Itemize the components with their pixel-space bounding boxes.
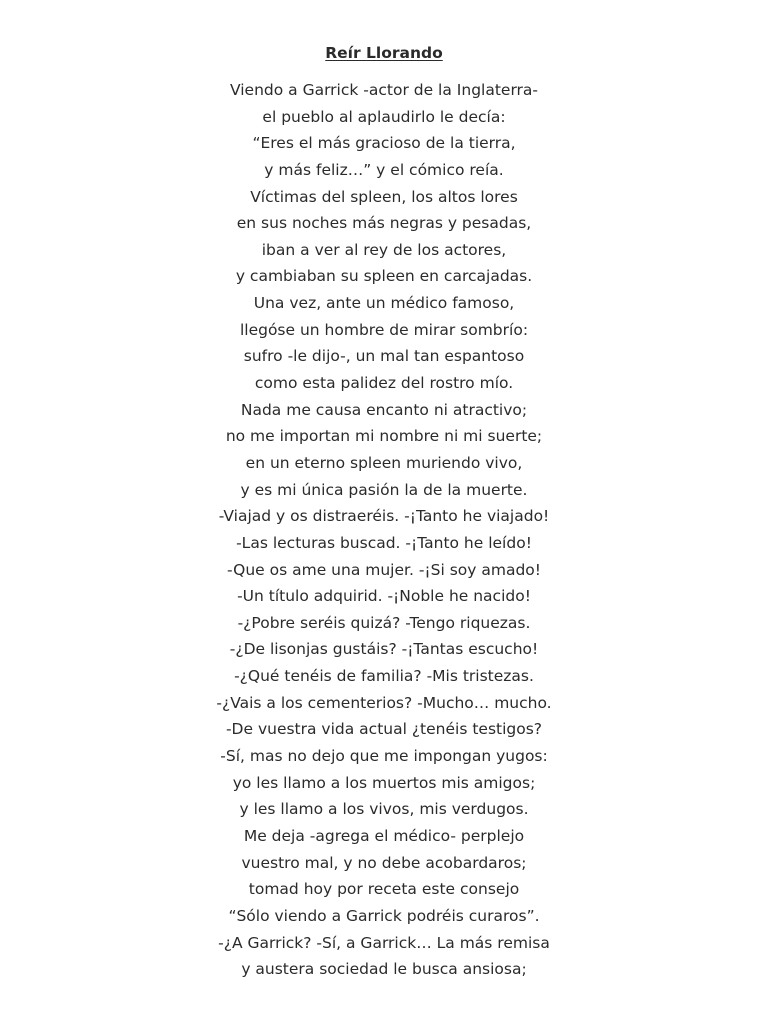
poem-line: en sus noches más negras y pesadas, (236, 214, 532, 233)
poem-line: no me importan mi nombre ni mi suerte; (225, 427, 543, 446)
poem-line: -¿Pobre seréis quizá? -Tengo riquezas. (237, 613, 531, 632)
poem-line: Víctimas del spleen, los altos lores (250, 187, 518, 206)
poem-line: tomad hoy por receta este consejo (248, 880, 520, 899)
poem-title: Reír Llorando (325, 44, 443, 62)
poem-line: -¿De lisonjas gustáis? -¡Tantas escucho! (229, 640, 539, 659)
poem-line: Me deja -agrega el médico- perplejo (243, 826, 525, 845)
poem-body (0, 77, 768, 983)
poem-line: y austera sociedad le busca ansiosa; (241, 960, 527, 979)
poem-line: y les llamo a los vivos, mis verdugos. (239, 800, 529, 819)
poem-line: “Eres el más gracioso de la tierra, (252, 134, 516, 153)
poem-line: llegóse un hombre de mirar sombrío: (239, 320, 529, 339)
poem-line: “Sólo viendo a Garrick podréis curaros”. (228, 906, 540, 925)
poem-line: como esta palidez del rostro mío. (254, 374, 514, 393)
poem-line: -¿Vais a los cementerios? -Mucho… mucho. (216, 693, 552, 712)
poem-line: -¿Qué tenéis de familia? -Mis tristezas. (234, 667, 534, 686)
poem-line: -¿A Garrick? -Sí, a Garrick… La más remisa (218, 933, 550, 952)
poem-line: -Las lecturas buscad. -¡Tanto he leído! (236, 533, 532, 552)
poem-line: en un eterno spleen muriendo vivo, (245, 453, 523, 472)
poem-line: y es mi única pasión la de la muerte. (240, 480, 528, 499)
poem-line: el pueblo al aplaudirlo le decía: (262, 107, 506, 126)
poem-line: Una vez, ante un médico famoso, (253, 294, 515, 313)
poem-line: y cambiaban su spleen en carcajadas. (235, 267, 533, 286)
poem-line: -Un título adquirid. -¡Noble he nacido! (237, 587, 531, 606)
poem-line: -Sí, mas no dejo que me impongan yugos: (220, 747, 548, 766)
poem-line: yo les llamo a los muertos mis amigos; (232, 773, 536, 792)
poem-line: vuestro mal, y no debe acobardaros; (241, 853, 527, 872)
poem-line: sufro -le dijo-, un mal tan espantoso (243, 347, 525, 366)
poem-line: -De vuestra vida actual ¿tenéis testigos? (225, 720, 543, 739)
poem-line: Viendo a Garrick -actor de la Inglaterra- (229, 81, 539, 99)
poem-line: -Viajad y os distraeréis. -¡Tanto he viajado! (218, 507, 550, 526)
poem-line: Nada me causa encanto ni atractivo; (240, 400, 528, 419)
poem-line: y más feliz…” y el cómico reía. (264, 160, 504, 179)
poem-line: -Que os ame una mujer. -¡Si soy amado! (226, 560, 541, 579)
poem-line: iban a ver al rey de los actores, (261, 240, 507, 259)
